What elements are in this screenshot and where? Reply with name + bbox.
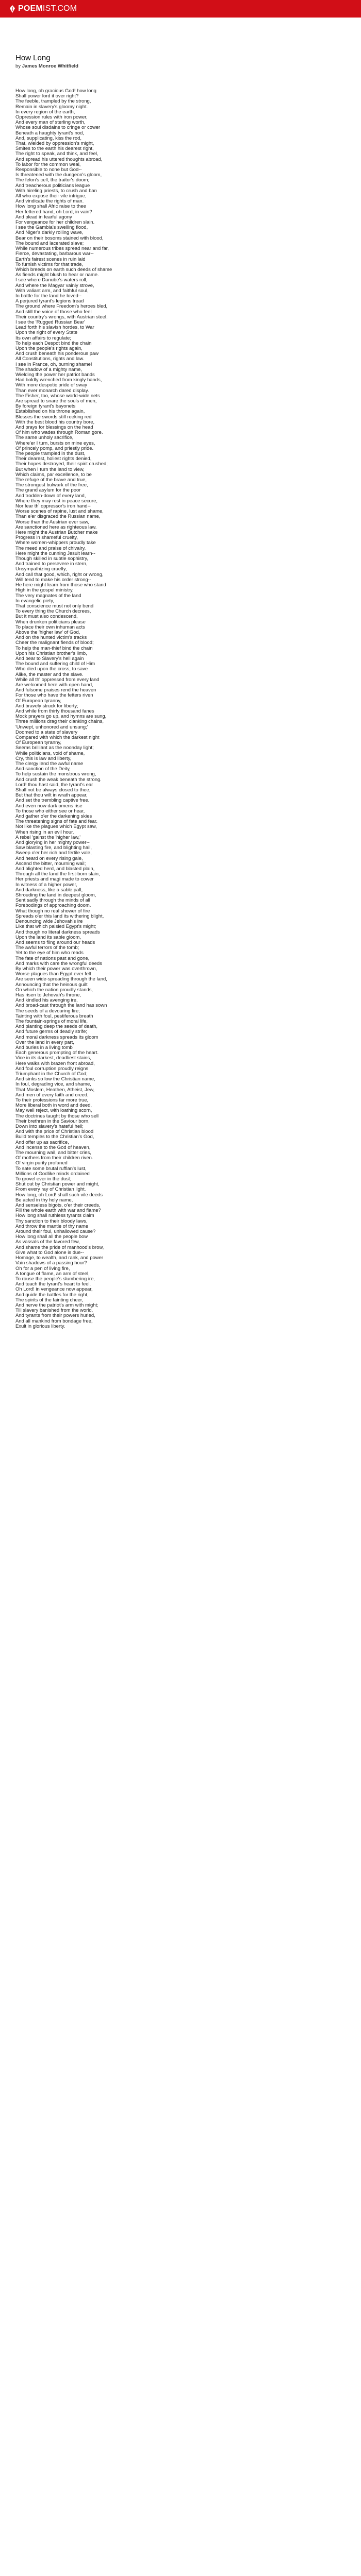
poem-line: To those who either see or hear, xyxy=(15,808,85,814)
poem-line: As fiends might blush to hear or name. xyxy=(15,272,99,278)
poem-line: Announcing that the heinous guilt xyxy=(15,981,88,988)
poem-line: Oh for a pen of living fire, xyxy=(15,1265,70,1272)
poem-line: And tyrants from their powers hurled, xyxy=(15,1313,95,1319)
poem-line: And treacherous politicians league xyxy=(15,182,90,189)
poem-line: And sinks so low the Christian name, xyxy=(15,1076,95,1082)
poem-line: The meed and praise of chivalry. xyxy=(15,545,86,551)
poem-line: That, wielded by oppression's might, xyxy=(15,141,94,147)
poem-line: How long shall Afric raise to thee xyxy=(15,204,86,210)
poem-content xyxy=(0,18,361,1329)
poem-line: How long, oh gracious God! how long xyxy=(15,88,96,94)
poem-line: Thy sanction to their bloody laws, xyxy=(15,1218,88,1224)
poem-line: Worse plagues than Egypt ever felt xyxy=(15,971,91,977)
poem-line: Lord! thou hast said, the tyrant's ear xyxy=(15,782,93,788)
poem-line: Triumphant in the Church of God; xyxy=(15,1071,88,1077)
poem-line: Are welcomed here with open hand, xyxy=(15,682,93,688)
poem-line: Homage, to wealth, and rank, and power xyxy=(15,1255,103,1261)
site-logo[interactable] xyxy=(9,4,77,13)
poem-line: To help the man-thief bind the chain xyxy=(15,645,93,651)
poem-line: That conscience must not only bend xyxy=(15,603,94,609)
poem-line: Mock prayers go up, and hymns are sung, xyxy=(15,714,107,720)
poem-line: And fulsome praises rend the heaven xyxy=(15,687,96,693)
poem-line: The ground where Freedom's heroes bled, xyxy=(15,303,108,310)
poem-line: Shall power lord it over right? xyxy=(15,93,79,99)
poem-line: Of him who wades through Roman gore. xyxy=(15,430,103,436)
poem-line: When drunken politicians please xyxy=(15,619,86,625)
poem-line: Here might the Austrian Butcher make xyxy=(15,530,98,536)
poem-line: Cheer the malignant fiends of blood; xyxy=(15,640,94,646)
poem-line: Where'er I turn, bursts on mine eyes, xyxy=(15,440,95,446)
poem-line: Blesses the swords still reeking red xyxy=(15,414,92,420)
poem-line: Each generous prompting of the heart. xyxy=(15,1050,99,1056)
poem-line: As vassals of the favored few, xyxy=(15,1239,80,1245)
poem-line: Like that which palsied Egypt's might; xyxy=(15,924,96,930)
poem-line: And on the hunted victim's tracks xyxy=(15,635,87,641)
poem-line: Unsympathizing cruelty, xyxy=(15,566,67,572)
poem-line: Shrouding the land in deepest gloom, xyxy=(15,892,96,899)
poem-line: I see the 'Rugged Russian Bear' xyxy=(15,319,85,325)
poem-line: And where the Magyar vainly strove, xyxy=(15,282,94,289)
poem-line: To every thing the Church decrees, xyxy=(15,608,91,615)
poem-line: Around their foul, unhallowed cause? xyxy=(15,1229,96,1235)
poem-line: And all mankind from bondage free, xyxy=(15,1318,93,1324)
poem-line: And heard on every rising gale, xyxy=(15,855,83,861)
poem-line: Are sanctioned here as righteous law. xyxy=(15,524,97,530)
poem-line: With the best blood his country bore, xyxy=(15,419,95,425)
poem-line: Vain shadows of a passing hour? xyxy=(15,1260,87,1266)
poem-line: Forebodings of approaching doom. xyxy=(15,903,91,909)
poem-line: Not like the plagues which Egypt saw, xyxy=(15,824,97,830)
poem-line: Their dearest, holiest rights denied, xyxy=(15,456,92,462)
poem-line: What though no real shower of fire xyxy=(15,908,90,914)
poem-line: I see where Danube's waters roll, xyxy=(15,277,88,283)
poem-line: The felon's cell, the traitor's doom; xyxy=(15,177,90,183)
poem-line: Of European tyranny, xyxy=(15,698,62,704)
poem-line: And while from thirty thousand fanes xyxy=(15,708,94,714)
poem-line: Are spread to snare the souls of men, xyxy=(15,398,97,404)
poem-line: And though no literal darkness spreads xyxy=(15,929,100,935)
poem-line: To help sustain the monstrous wrong, xyxy=(15,771,96,777)
poem-line: The very magnates of the land xyxy=(15,592,81,599)
poem-line: Cry, this is law and liberty, xyxy=(15,755,72,761)
poem-line: Shut out by Christian power and might, xyxy=(15,1181,100,1188)
poem-line: The bound and suffering child of Him xyxy=(15,661,95,667)
poem-line: The people trampled in the dust, xyxy=(15,451,86,457)
poem-line: Which breeds on earth such deeds of shame xyxy=(15,266,112,273)
poem-body xyxy=(15,89,361,1329)
poem-line: In evangelic piety, xyxy=(15,598,54,604)
poem-line: And nerve the patriot's arm with might; xyxy=(15,1302,99,1308)
poem-line: The fountain-springs of moral life, xyxy=(15,1018,88,1024)
poem-line: Down into slavery's hateful hell; xyxy=(15,1124,84,1130)
poem-line: He here might learn from those who stand xyxy=(15,582,106,588)
poem-line: And broad-cast through the land has sown xyxy=(15,1003,107,1009)
poem-line: Where women-whippers proudly take xyxy=(15,540,96,546)
poem-line: Progress in shameful cruelty, xyxy=(15,535,78,541)
poem-line: The clergy lend the awful name xyxy=(15,761,84,767)
poem-line: Beneath a haughty tyrant's nod, xyxy=(15,130,84,136)
poem-line: Responsible to none but God-- xyxy=(15,167,82,173)
poem-line: Smites to the earth his dearest right, xyxy=(15,146,94,152)
poem-line: How long, oh Lord! shall such vile deeds xyxy=(15,1192,103,1198)
poem-line: And moral darkness spreads its gloom xyxy=(15,1034,99,1040)
poem-line: Earth's fairest scenes in ruin laid xyxy=(15,256,86,262)
poem-line: Remain in slavery's gloomy night. xyxy=(15,104,88,110)
poem-line: Their hopes destroyed, their spirit crushed; xyxy=(15,461,108,467)
poem-line: And even now dark omens rise xyxy=(15,803,83,809)
poem-line: In witness of a higher power, xyxy=(15,882,77,888)
poem-line: Than ever monarch dared display. xyxy=(15,387,89,394)
poem-line: But it must also condescend, xyxy=(15,614,78,620)
poem-line: Millions of Godlike minds ordained xyxy=(15,1171,90,1177)
poem-line: And foul corruption proudly reigns xyxy=(15,1065,89,1072)
poem-line: Upon his Christian brother's limb, xyxy=(15,650,87,656)
poem-line: I see the Gambia's swelling flood, xyxy=(15,225,88,231)
poem-line: On which the nation proudly stands, xyxy=(15,987,93,993)
poem-line: And throw the mantle of thy name xyxy=(15,1223,89,1229)
poem-line: Whose soul disdains to cringe or cower xyxy=(15,125,101,131)
poem-line: Bear on their bosoms stained with blood, xyxy=(15,235,104,241)
poem-line: Who died upon the cross, to save xyxy=(15,666,88,672)
poem-line: Her priests and magi made to cower xyxy=(15,876,94,883)
poem-line: And shame the pride of manhood's brow, xyxy=(15,1244,104,1250)
poem-line: Vice in its darkest, deadliest stains, xyxy=(15,1055,91,1061)
site-header xyxy=(0,0,361,18)
poem-line: Oh Lord! in vengeance now appear, xyxy=(15,1286,93,1293)
poem-line: All who expose their vile intrigue, xyxy=(15,193,87,199)
poem-line: May well reject, with loathing scorn, xyxy=(15,1108,92,1114)
poem-line: In every region of the earth, xyxy=(15,109,75,115)
poem-line: For those who have the fetters riven xyxy=(15,692,93,699)
poem-line: And Niger's darkly rolling wave, xyxy=(15,230,84,236)
poem-line: Shall not be always closed to thee, xyxy=(15,787,91,793)
poem-line: And crush beneath his ponderous paw xyxy=(15,351,99,357)
poem-line: Compared with which the darkest night xyxy=(15,734,100,740)
poem-line: The bound and lacerated slave; xyxy=(15,240,84,246)
poem-line: To help each Despot bind the chain xyxy=(15,340,92,346)
poem-line: I see in France, oh, burning shame! xyxy=(15,361,92,367)
poem-line: Of virgin purity profaned xyxy=(15,1160,68,1166)
poem-line: A rebel 'gainst the 'higher law,' xyxy=(15,834,81,840)
author-link[interactable] xyxy=(22,63,78,69)
poem-line: Will tend to make his order strong-- xyxy=(15,577,91,583)
poem-line: And buries in a living tomb xyxy=(15,1044,73,1050)
poem-line: And kindled his avenging ire, xyxy=(15,997,78,1004)
poem-line: Of mothers from their children riven. xyxy=(15,1155,93,1161)
poem-line: Though skilled in subtle sophistry, xyxy=(15,556,88,562)
poem-line: By which their power was overthrown, xyxy=(15,965,97,972)
poem-line: Her fettered hand, oh Lord, in vain? xyxy=(15,209,92,215)
poem-line: And crush the weak beneath the strong. xyxy=(15,776,102,783)
poem-line: The feeble, trampled by the strong, xyxy=(15,98,91,105)
poem-line: The mourning wail, and bitter cries, xyxy=(15,1150,91,1156)
poem-line: And bear to Slavery's hell again xyxy=(15,655,84,662)
poem-line: Spreads o'er this land its withering blight, xyxy=(15,913,104,919)
poem-line: Of European tyranny, xyxy=(15,740,62,746)
poem-line: Wielding the power her patriot bands xyxy=(15,371,95,378)
poem-line: And senseless bigots, o'er their creeds, xyxy=(15,1202,101,1209)
poem-line: And, supplicating, kiss the rod, xyxy=(15,135,82,141)
logo-text-light: IST.COM xyxy=(42,4,77,13)
poem-line: And teach the tyrant's heart to feel. xyxy=(15,1281,91,1287)
poem-line: All Constitutions, rights and law. xyxy=(15,356,85,362)
poem-line: Of princely pomp, and priestly pride. xyxy=(15,445,94,451)
poem-line: And with the price of Christian blood xyxy=(15,1129,94,1135)
poem-line: Here might the cunning Jesuit learn-- xyxy=(15,550,95,556)
poem-line: Where they may rest in peace secure, xyxy=(15,498,97,504)
poem-line: And incense to the God of heaven, xyxy=(15,1144,91,1150)
poem-line: And set the trembling captive free. xyxy=(15,798,90,804)
poem-line: To their professions far more true, xyxy=(15,1097,89,1103)
poem-line: 'Unwept, unhonored and unsung;' xyxy=(15,724,88,730)
poem-line: With more despotic pride of sway xyxy=(15,382,87,388)
poem-line: Above the 'higher law' of God, xyxy=(15,629,80,635)
poem-line: The seeds of a devouring fire; xyxy=(15,1008,80,1014)
poem-line: The shadow of a mighty name, xyxy=(15,366,83,372)
poem-line: And plead in fearful agony xyxy=(15,214,72,220)
poem-line: And future germs of deadly strife; xyxy=(15,1029,88,1035)
poem-line: Lead forth his slavish hordes, to War xyxy=(15,325,94,331)
poem-line: And prays for blessings on the head xyxy=(15,425,93,430)
byline xyxy=(15,63,361,69)
poem-line: And guide the battles for the right, xyxy=(15,1292,89,1298)
poem-line: Had boldly wrenched from kingly hands, xyxy=(15,377,102,383)
poem-line: And vindicate the rights of man. xyxy=(15,198,84,205)
poem-line: The threatening signs of fate and fear. xyxy=(15,819,97,825)
poem-line: Over the land in every part, xyxy=(15,1039,74,1045)
poem-line: Sent sadly through the minds of all xyxy=(15,897,90,904)
poem-line: When rising in an evil hour, xyxy=(15,829,74,835)
poem-line: And call that good, which, right or wrong, xyxy=(15,571,104,578)
poem-line: Upon the people's rights again, xyxy=(15,345,83,351)
poem-line: But that thou wilt in wrath appear, xyxy=(15,792,88,799)
poem-line: Sweep o'er her rich and fertile vale, xyxy=(15,850,92,856)
poem-line: Fierce, devastating, barbarous war-- xyxy=(15,251,94,257)
poem-line: Seems brilliant as the noonday light; xyxy=(15,745,94,751)
poem-line: Be acted in thy holy name, xyxy=(15,1197,73,1203)
poem-line: Give what to God alone is due-- xyxy=(15,1249,84,1256)
poem-line: Their country's wrongs, with Austrian steel. xyxy=(15,314,108,320)
poem-line: Upon the right of every State xyxy=(15,330,78,336)
poem-line: And marks with care the wrongful deeds xyxy=(15,960,102,967)
poem-line: And bravely struck for liberty; xyxy=(15,703,78,709)
poem-line: Are seen wide-spreading through the land, xyxy=(15,976,107,982)
poem-line: Has risen to Jehovah's throne, xyxy=(15,992,81,998)
poem-line: The Fisher, too, whose world-wide nets xyxy=(15,393,100,399)
poem-line: Doomed to a state of slavery xyxy=(15,729,78,735)
poem-line: To place their own inhuman acts xyxy=(15,624,85,630)
poem-line: And gather o'er the darkening skies xyxy=(15,814,92,820)
poem-line: And trained to persevere in stern, xyxy=(15,561,88,567)
poem-line: Three millions drag their clanking chains, xyxy=(15,719,104,725)
poem-line: The strongest bulwark of the free, xyxy=(15,482,88,488)
poem-line: The grand asylum for the poor xyxy=(15,487,81,494)
poem-line: The doctrines taught by those who sell xyxy=(15,1113,99,1119)
poem-line: While numerous tribes spread near and far, xyxy=(15,246,109,252)
poem-line: Worse than the Austrian ever saw, xyxy=(15,519,90,525)
poem-line: And offer up as sacrifice, xyxy=(15,1139,69,1145)
poem-line: By foreign tyrant's bayonets xyxy=(15,403,76,410)
quill-icon xyxy=(9,5,15,13)
poem-line: From every ray of Christian light. xyxy=(15,1187,86,1193)
poem-line: Ascend the bitter, mourning wail; xyxy=(15,860,86,867)
poem-line: Worse scenes of rapine, lust and shame, xyxy=(15,509,104,515)
poem-line: And blighted herd, and blasted plain, xyxy=(15,866,95,872)
poem-line: Exult in glorious liberty. xyxy=(15,1323,65,1329)
poem-line: A tongue of flame, an arm of steel, xyxy=(15,1270,90,1277)
poem-line: The awful terrors of the tomb; xyxy=(15,945,79,951)
poem-line: And sanction of the Deity, xyxy=(15,766,71,772)
by-label: by xyxy=(15,63,21,69)
poem-line: To grovel ever in the dust; xyxy=(15,1176,72,1182)
poem-line: For vengeance for her children slain. xyxy=(15,219,95,226)
poem-line: High in the gospel ministry, xyxy=(15,587,74,594)
poem-line: The spirits of the fainting cheer, xyxy=(15,1297,84,1303)
poem-line: And planting deep the seeds of death, xyxy=(15,1024,97,1030)
poem-line: And darkness, like a sable pall, xyxy=(15,887,83,893)
poem-line: Till slavery banished from the world, xyxy=(15,1308,93,1314)
poem-line: And still the voice of those who feel xyxy=(15,309,92,315)
poem-line: Its own affairs to regulate; xyxy=(15,335,71,341)
poem-line: Which claims, par excellence, to be xyxy=(15,471,92,478)
poem-line: Oppression rules with iron power, xyxy=(15,114,88,121)
poem-line: That Moslem, Heathen, Atheist, Jew, xyxy=(15,1087,95,1093)
poem-line: Than e'er disgraced the Russian name, xyxy=(15,514,101,520)
poem-line: Yet to the eye of him who reads xyxy=(15,950,84,956)
poem-line: How long shall all the people bow xyxy=(15,1234,88,1240)
poem-line: To sate some brutal ruffian's lust, xyxy=(15,1165,87,1172)
poem-line: To labor for the common weal, xyxy=(15,161,81,167)
poem-line: Through all the land the first-born slain, xyxy=(15,871,100,877)
poem-line: And spread his uttered thoughts abroad, xyxy=(15,156,103,162)
poem-line: Alike, the master and the slave. xyxy=(15,671,84,677)
poem-line: Their brethren in the Saviour born, xyxy=(15,1118,90,1124)
poem-line: In battle for the land he loved-- xyxy=(15,293,82,299)
poem-line: And every man of sterling worth, xyxy=(15,120,86,126)
poem-line: While all th' oppressed from every land xyxy=(15,676,100,683)
poem-line: To furnish victims for that trade, xyxy=(15,261,84,267)
poem-line: And seems to fling around our heads xyxy=(15,939,95,945)
poem-line: Nor fear th' oppressor's iron hand-- xyxy=(15,503,91,510)
poem-line: A perjured tyrant's legions tread xyxy=(15,298,84,304)
logo-text-bold: POEM xyxy=(18,4,43,13)
author-name: James Monroe Whitfield xyxy=(22,63,78,69)
poem-line: To rouse the people's slumbering ire, xyxy=(15,1276,95,1282)
poem-line: With valiant arm, and faithful soul, xyxy=(15,287,89,294)
poem-title: How Long xyxy=(15,54,51,62)
poem-line: The fate of nations past and gone, xyxy=(15,955,90,961)
poem-line: Tainting with foul, pestiferous breath xyxy=(15,1013,93,1019)
poem-line: Saw blasting fire, and blighting hail, xyxy=(15,845,92,851)
poem-line: But when I turn the land to view, xyxy=(15,466,85,472)
poem-line: Build temples to the Christian's God, xyxy=(15,1134,94,1140)
poem-line: While politicians, void of shame, xyxy=(15,750,85,756)
poem-line: The right to speak, and think, and feel, xyxy=(15,151,99,157)
poem-line: More liberal both in word and deed, xyxy=(15,1103,92,1109)
poem-line: Established on his throne again, xyxy=(15,409,85,415)
poem-line: In foul, degrading vice, and shame, xyxy=(15,1081,91,1088)
poem-line: With hireling priests, to crush and ban xyxy=(15,188,97,194)
poem-line: Denouncing wide Jehovah's ire xyxy=(15,919,83,925)
poem-line: The same unholy sacrifice, xyxy=(15,435,74,441)
poem-line: And men of every faith and creed, xyxy=(15,1092,89,1098)
poem-line: How long shall ruthless tyrants claim xyxy=(15,1213,94,1219)
poem-line: And glorying in her mighty power-- xyxy=(15,840,90,846)
poem-line: The refuge of the brave and true, xyxy=(15,477,87,483)
poem-line: And trodden-down of every land, xyxy=(15,493,86,499)
poem-line: Upon the land its sable gloom, xyxy=(15,934,81,940)
poem-line: Fill the whole earth with war and flame? xyxy=(15,1208,101,1214)
poem-line: Is threatened with the dungeon's gloom, xyxy=(15,172,102,178)
poem-line: Here walks with brazen front abroad, xyxy=(15,1060,95,1066)
